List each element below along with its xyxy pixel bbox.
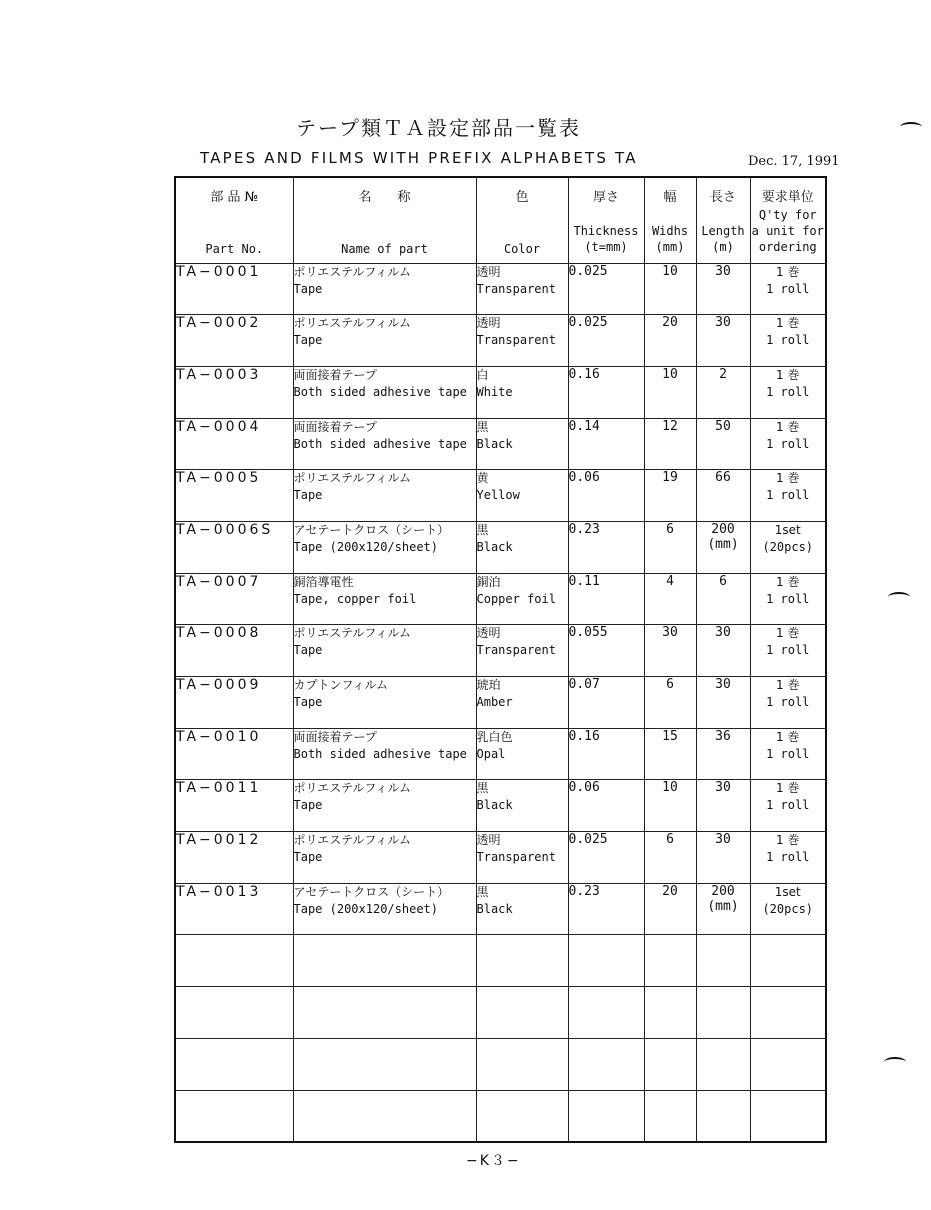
width-cell: 10 [644,366,696,418]
qty-primary: 1 巻 [776,264,800,279]
length-value: 36 [715,728,731,744]
length-cell [696,625,750,677]
part-name-jp: 両面接着テープ [293,367,377,382]
part-name-en: Tape, copper foil [293,591,417,606]
color-en: Transparent [476,643,556,658]
color-cell [476,677,568,729]
color-en: Opal [476,746,506,761]
thickness-cell: 0.16 [568,366,644,418]
color-en: Transparent [476,333,556,348]
table-row [175,418,826,470]
thickness-cell [568,1090,644,1142]
part-number-cell: TA−0009 [175,677,293,729]
color-jp: 透明 [476,264,501,279]
width-cell [644,1038,696,1090]
color-jp: 黒 [476,884,489,899]
header-color-en: Color [503,242,541,256]
qty-cell [750,573,826,625]
part-name-cell [293,263,476,315]
qty-primary: 1 巻 [776,833,800,848]
qty-primary: 1set [774,522,801,537]
color-en: Black [476,436,513,451]
width-cell: 10 [644,263,696,315]
part-name-cell [293,677,476,729]
table-row [175,677,826,729]
length-value: 200 [711,883,735,899]
qty-cell [750,315,826,367]
table-row [175,521,826,573]
table-row [175,263,826,315]
margin-mark [884,1057,906,1067]
table-row [175,1090,826,1142]
table-row [175,315,826,367]
table-row [175,625,826,677]
length-cell [696,832,750,884]
thickness-cell: 0.16 [568,728,644,780]
table-row [175,987,826,1039]
header-thickness-en [569,223,644,255]
table-row [175,935,826,987]
length-cell [696,677,750,729]
qty-secondary: 1 roll [766,695,810,709]
table-row [175,780,826,832]
thickness-cell [568,1038,644,1090]
length-cell [696,935,750,987]
width-cell: 4 [644,573,696,625]
part-number-cell: TA−0004 [175,418,293,470]
part-name-en: Tape [293,488,323,503]
part-name-en: Tape [293,333,323,348]
table-row [175,728,826,780]
length-unit: (mm) [707,536,739,552]
table-body [175,263,826,1142]
part-name-en: Tape [293,798,323,813]
width-cell: 6 [644,521,696,573]
thickness-cell: 0.07 [568,677,644,729]
qty-secondary: (20pcs) [762,901,814,916]
header-length [696,177,750,263]
color-cell [476,315,568,367]
qty-secondary: (20pcs) [762,539,814,554]
color-jp: 乳白色 [476,729,513,744]
header-length-en [697,223,750,255]
header-width-en2: (mm) [655,240,685,254]
part-name-jp: 両面接着テープ [293,729,377,744]
color-cell [476,263,568,315]
table-row [175,573,826,625]
length-cell [696,315,750,367]
width-cell: 15 [644,728,696,780]
color-jp: 透明 [476,626,501,641]
width-cell: 20 [644,315,696,367]
thickness-cell: 0.06 [568,470,644,522]
header-name [293,177,476,263]
margin-mark [888,592,910,602]
qty-secondary: 1 roll [766,591,810,606]
color-cell [476,521,568,573]
header-thickness-en2: (t=mm) [584,240,628,254]
header-row [175,177,826,263]
qty-cell [750,883,826,935]
qty-cell [750,366,826,418]
part-name-cell [293,832,476,884]
length-cell [696,366,750,418]
table-row [175,883,826,935]
color-en: White [476,384,513,399]
qty-secondary: 1 roll [766,746,810,761]
header-width-jp: 幅 [663,190,677,205]
thickness-cell: 0.23 [568,883,644,935]
qty-primary: 1 巻 [776,574,800,589]
color-en: Amber [476,695,513,709]
qty-primary: 1 巻 [776,729,800,744]
length-value: 2 [719,366,727,382]
part-number-cell [175,935,293,987]
part-name-cell [293,315,476,367]
length-value: 30 [715,832,731,848]
part-name-jp: ポリエステルフィルム [293,316,411,331]
length-cell [696,418,750,470]
color-jp: 黄 [476,471,489,486]
qty-cell [750,987,826,1039]
part-name-jp: ポリエステルフィルム [293,264,411,279]
color-cell [476,832,568,884]
header-name-jp: 名 称 [358,190,411,205]
part-name-jp: 両面接着テープ [293,419,377,434]
header-width-en1: Widhs [651,224,689,238]
qty-primary: 1 巻 [776,678,800,692]
part-name-jp: ポリエステルフィルム [293,626,411,641]
part-name-cell [293,521,476,573]
thickness-cell [568,935,644,987]
color-cell [476,470,568,522]
table-row [175,1038,826,1090]
part-name-jp: 銅箔導電性 [293,574,354,589]
header-length-en2: (m) [712,240,734,254]
part-name-en: Both sided adhesive tape [293,384,467,399]
qty-cell [750,780,826,832]
part-name-en: Tape [293,281,323,296]
qty-secondary: 1 roll [766,281,810,296]
qty-secondary: 1 roll [766,488,810,503]
qty-primary: 1 巻 [776,367,800,382]
length-cell [696,470,750,522]
part-number-cell [175,1090,293,1142]
length-cell [696,1090,750,1142]
length-value: 30 [715,780,731,796]
color-en: Copper foil [476,591,556,606]
color-en: Black [476,539,513,554]
header-thickness-jp: 厚さ [592,190,619,205]
part-number-cell: TA−0011 [175,780,293,832]
qty-cell [750,521,826,573]
color-cell [476,935,568,987]
color-jp: 透明 [476,316,501,331]
length-value: 200 [711,521,735,537]
part-name-cell [293,1038,476,1090]
qty-secondary: 1 roll [766,333,810,348]
qty-cell [750,470,826,522]
part-name-cell [293,935,476,987]
part-name-en: Tape [293,850,323,865]
length-value: 30 [715,677,731,692]
part-name-en: Both sided adhesive tape [293,746,467,761]
thickness-cell: 0.025 [568,832,644,884]
qty-secondary: 1 roll [766,798,810,813]
length-value: 6 [719,573,727,589]
header-width-en [645,223,696,255]
qty-secondary: 1 roll [766,643,810,658]
part-number-cell: TA−0008 [175,625,293,677]
qty-cell [750,832,826,884]
color-jp: 黒 [476,781,489,796]
width-cell [644,935,696,987]
header-part-jp: 部 品 № [210,190,259,205]
qty-primary: 1 巻 [776,626,800,641]
part-name-en: Tape (200x120/sheet) [293,539,438,554]
qty-primary: 1 巻 [776,471,800,486]
part-number-cell: TA−0002 [175,315,293,367]
header-qty [750,177,826,263]
color-cell [476,1090,568,1142]
table-row [175,366,826,418]
part-number-cell: TA−0003 [175,366,293,418]
qty-secondary: 1 roll [766,850,810,865]
header-part-no [175,177,293,263]
qty-cell [750,625,826,677]
length-value: 30 [715,263,731,279]
qty-cell [750,418,826,470]
qty-secondary: 1 roll [766,436,810,451]
thickness-cell: 0.06 [568,780,644,832]
qty-cell [750,935,826,987]
part-name-cell [293,883,476,935]
color-jp: 白 [476,367,489,382]
color-jp: 黒 [476,522,489,537]
color-en: Black [476,901,513,916]
part-name-jp: アセテートクロス（シート） [293,522,450,537]
color-en: Black [476,798,513,813]
part-name-jp: アセテートクロス（シート） [293,884,450,899]
color-cell [476,625,568,677]
color-cell [476,366,568,418]
color-en: Transparent [476,281,556,296]
length-cell [696,883,750,935]
page-title-jp: テープ類ＴＡ設定部品一覧表 [296,116,581,140]
part-number-cell [175,987,293,1039]
width-cell [644,1090,696,1142]
table-row [175,470,826,522]
qty-cell [750,1090,826,1142]
header-width [644,177,696,263]
length-unit: (mm) [707,898,739,914]
part-number-cell [175,1038,293,1090]
color-jp: 黒 [476,419,489,434]
part-number-cell: TA−0010 [175,728,293,780]
color-jp: 琥珀 [476,678,501,692]
color-jp: 銅泊 [476,574,501,589]
part-name-jp: ポリエステルフィルム [293,781,411,796]
part-name-cell [293,780,476,832]
margin-mark [900,122,922,132]
length-value: 30 [715,625,731,641]
thickness-cell: 0.14 [568,418,644,470]
part-name-cell [293,987,476,1039]
header-qty-jp: 要求単位 [761,190,814,205]
part-name-cell [293,625,476,677]
part-number-cell: TA−0012 [175,832,293,884]
thickness-cell [568,987,644,1039]
header-part-en: Part No. [205,242,264,256]
thickness-cell: 0.025 [568,315,644,367]
qty-primary: 1 巻 [776,419,800,434]
page-title-en: TAPES AND FILMS WITH PREFIX ALPHABETS TA [200,149,638,167]
part-name-en: Both sided adhesive tape [293,436,467,451]
color-en: Yellow [476,488,520,503]
part-number-cell: TA−0006S [175,521,293,573]
width-cell: 12 [644,418,696,470]
qty-primary: 1set [774,884,801,899]
color-cell [476,573,568,625]
color-cell [476,780,568,832]
length-cell [696,780,750,832]
header-name-en: Name of part [341,242,428,256]
part-name-en: Tape (200x120/sheet) [293,901,438,916]
color-jp: 透明 [476,833,501,848]
width-cell: 19 [644,470,696,522]
length-cell [696,263,750,315]
header-length-jp: 長さ [709,190,736,205]
width-cell: 10 [644,780,696,832]
header-thickness [568,177,644,263]
color-cell [476,418,568,470]
part-name-en: Tape [293,643,323,658]
table-row [175,832,826,884]
part-number-cell: TA−0007 [175,573,293,625]
part-name-cell [293,573,476,625]
color-cell [476,987,568,1039]
qty-secondary: 1 roll [766,384,810,399]
thickness-cell: 0.025 [568,263,644,315]
color-en: Transparent [476,850,556,865]
part-name-cell [293,418,476,470]
header-thickness-en1: Thickness [573,224,639,238]
part-number-cell: TA−0005 [175,470,293,522]
part-number-cell: TA−0001 [175,263,293,315]
length-value: 66 [715,470,731,486]
part-number-cell: TA−0013 [175,883,293,935]
qty-cell [750,1038,826,1090]
part-name-jp: ポリエステルフィルム [293,833,411,848]
thickness-cell: 0.055 [568,625,644,677]
qty-cell [750,263,826,315]
header-qty-en [751,207,826,255]
header-length-en1: Length [701,224,745,238]
qty-cell [750,728,826,780]
width-cell: 30 [644,625,696,677]
header-color [476,177,568,263]
thickness-cell: 0.23 [568,521,644,573]
header-color-jp: 色 [515,190,529,205]
length-value: 30 [715,315,731,331]
part-name-cell [293,366,476,418]
part-name-en: Tape [293,695,323,709]
length-cell [696,521,750,573]
part-name-cell [293,1090,476,1142]
part-name-cell [293,728,476,780]
header-qty-en2: a unit for [751,224,824,238]
color-cell [476,728,568,780]
length-cell [696,728,750,780]
header-qty-en1: Q'ty for [758,208,817,222]
part-name-jp: カプトンフィルム [293,678,389,692]
part-name-jp: ポリエステルフィルム [293,471,411,486]
width-cell: 6 [644,677,696,729]
thickness-cell: 0.11 [568,573,644,625]
length-cell [696,987,750,1039]
page-number: −K３− [466,1153,521,1169]
width-cell [644,987,696,1039]
color-cell [476,1038,568,1090]
length-cell [696,1038,750,1090]
qty-cell [750,677,826,729]
part-name-cell [293,470,476,522]
width-cell: 6 [644,832,696,884]
length-value: 50 [715,418,731,434]
color-cell [476,883,568,935]
qty-primary: 1 巻 [776,781,800,796]
qty-primary: 1 巻 [776,316,800,331]
width-cell: 20 [644,883,696,935]
length-cell [696,573,750,625]
header-qty-en3: ordering [758,240,817,254]
parts-table [174,176,827,1143]
document-date: Dec. 17, 1991 [748,154,840,169]
